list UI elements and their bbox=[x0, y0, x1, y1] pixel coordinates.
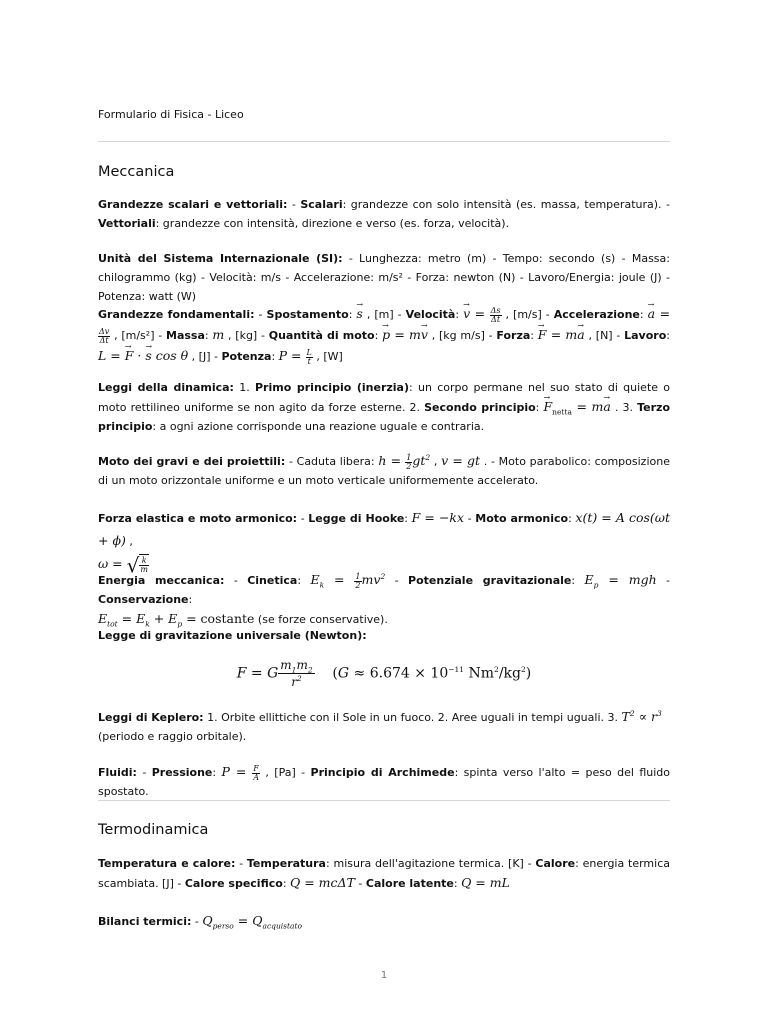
paragraph-fluids: Fluidi: - Pressione: P = $\frac{F}{A}$ , [Pa] - Principio di Archimede: spinta verso l'alto = peso del fluido spostato. bbox=[98, 763, 671, 798]
divider bbox=[98, 141, 670, 142]
paragraph-projectile-motion: Moto dei gravi e dei proiettili: - Caduta libera: h = $\frac{1}{2}$ $gt^2$ , v = gt . - Moto parabolico: composizione di un moto orizzontale uniforme e un moto verticale uniformemente accelerato. bbox=[98, 452, 670, 487]
paragraph-thermal-balance: Bilanci termici: - $Q_{perso} = Q_{acquistato}$ bbox=[98, 913, 303, 931]
section-heading-thermodynamics: Termodinamica bbox=[98, 822, 209, 838]
paragraph-scalar-vector: Grandezze scalari e vettoriali: - Scalari: grandezze con solo intensità (es. massa, temperatura). - Vettoriali: grandezze con intensità, direzione e verso (es. forza, velocità). bbox=[98, 198, 670, 230]
document-title: Formulario di Fisica - Liceo bbox=[98, 108, 244, 121]
paragraph-gravitation-label: Legge di gravitazione universale (Newton): bbox=[98, 629, 367, 642]
paragraph-si-units: Unità del Sistema Internazionale (SI): - Lunghezza: metro (m) - Tempo: secondo (s) - Massa: chilogrammo (kg) - Velocità: m/s - Accelerazione: m/s² - Forza: newton (N) - Lavoro/Energia: joule (J) - Potenza: watt (W) bbox=[98, 252, 670, 303]
section-heading-mechanics: Meccanica bbox=[98, 164, 175, 180]
equation-universal-gravitation: F = G $\frac{m_1m_2}{r^2}$ ($G \approx 6.674 \times 10^{-11}$ $Nm^2/kg^2$) bbox=[236, 658, 532, 689]
paragraph-dynamics-laws: Leggi della dinamica: 1. Primo principio (inerzia): un corpo permane nel suo stato di quiete o moto rettilineo uniforme se non agito da forze esterne. 2. Secondo principio: → $F_{netta} = m\to a$ . 3. Terzo principio: a ogni azione corrisponde una reazione uguale e contraria. bbox=[98, 378, 670, 436]
paragraph-temperature-heat: Temperatura e calore: - Temperatura: misura dell'agitazione termica. [K] - Calore: energia termica scambiata. [J] - Calore specifico: Q = mcΔT - Calore latente: Q = mL bbox=[98, 857, 670, 890]
paragraph-harmonic-motion: Forza elastica e moto armonico: - Legge di Hooke: F = −kx - Moto armonico: x(t) = A cos(ωt + ϕ) , ω = √ $\frac{k}{m}$ bbox=[98, 510, 671, 577]
paragraph-fundamental-quantities: Grandezze fondamentali: - Spostamento: → s , [m] - Velocità: → v = $\frac{\Delta s}{\Delta t}$ , [m/s] - Accelerazione: → a = $\frac{\Delta v}{\Delta t}$ , [m/s²] - Massa: m , [kg] - Quantità di moto: → p = m→ v , [kg m/s] - Forza: → F = m→ a , [N] - Lavoro: L = → F · → s cos θ , [J] - Potenza: P = $\frac{L}{t}$ , [W] bbox=[98, 304, 670, 367]
paragraph-kepler-laws: Leggi di Keplero: 1. Orbite ellittiche con il Sole in un fuoco. 2. Aree uguali in tempi uguali. 3. $T^2 \propto r^3$ (periodo e raggio orbitale). bbox=[98, 708, 662, 743]
divider bbox=[98, 800, 670, 801]
page-number: 1 bbox=[380, 970, 388, 981]
paragraph-mechanical-energy: Energia meccanica: - Cinetica: $E_k$ = $\frac{1}{2}$ $mv^2$ - Potenziale gravitazionale: $E_p$ = mgh - Conservazione: $E_{tot} = E_k + E_p$ = costante (se forze conservative). bbox=[98, 571, 671, 629]
